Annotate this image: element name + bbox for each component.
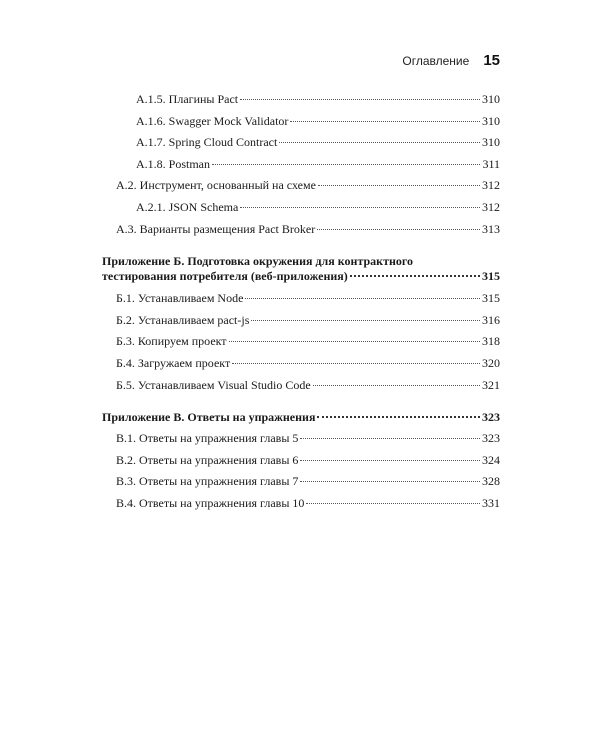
toc-entry-a-1-7[interactable] — [102, 135, 500, 149]
toc-entry-page: 318 — [482, 334, 500, 349]
dot-leader — [350, 275, 480, 277]
toc-entry-page: 323 — [482, 431, 500, 446]
dot-leader — [317, 416, 480, 418]
toc-entry-v-2[interactable] — [102, 453, 500, 467]
dot-leader — [245, 298, 480, 299]
running-head-section: Оглавление — [402, 54, 470, 68]
page-number: 15 — [483, 52, 500, 69]
dot-leader — [232, 363, 480, 364]
toc-entry-title: В.4. Ответы на упражнения главы 10 — [116, 495, 305, 510]
dot-leader — [290, 121, 480, 122]
toc-entry-title: Б.2. Устанавливаем pact-js — [116, 312, 250, 327]
toc-entry-a-2-1[interactable] — [102, 200, 500, 214]
toc-entry-page: 331 — [482, 495, 500, 510]
toc-appendix-b-title-line2: тестирования потребителя (веб-приложения) — [102, 268, 348, 283]
dot-leader — [240, 99, 480, 100]
toc-entry-v-4[interactable] — [102, 496, 500, 510]
dot-leader — [300, 438, 480, 439]
table-of-contents — [102, 92, 500, 518]
toc-entry-page: 321 — [482, 377, 500, 392]
dot-leader — [318, 185, 480, 186]
running-head — [402, 52, 500, 69]
dot-leader — [300, 481, 480, 482]
toc-entry-title: А.3. Варианты размещения Pact Broker — [116, 221, 316, 236]
toc-entry-v-3[interactable] — [102, 474, 500, 488]
dot-leader — [229, 341, 480, 342]
toc-entry-page: 310 — [482, 113, 500, 128]
toc-entry-title: А.1.6. Swagger Mock Validator — [136, 113, 289, 128]
toc-entry-b-4[interactable] — [102, 356, 500, 370]
toc-entry-title: А.1.5. Плагины Pact — [136, 92, 239, 106]
dot-leader — [251, 320, 480, 321]
toc-entry-page: 312 — [482, 199, 500, 214]
toc-entry-title: В.2. Ответы на упражнения главы 6 — [116, 452, 299, 467]
toc-entry-title: Б.4. Загружаем проект — [116, 355, 231, 370]
toc-entry-title: В.1. Ответы на упражнения главы 5 — [116, 431, 299, 446]
toc-entry-page: 320 — [482, 355, 500, 370]
toc-entry-a-1-5[interactable] — [102, 92, 500, 106]
toc-entry-title: А.1.7. Spring Cloud Contract — [136, 135, 278, 150]
toc-entry-page: 310 — [482, 92, 500, 106]
toc-entry-page: 313 — [482, 221, 500, 236]
dot-leader — [212, 164, 480, 165]
toc-appendix-b[interactable] — [102, 254, 500, 284]
toc-entry-page: 315 — [482, 291, 500, 306]
toc-entry-a-1-8[interactable] — [102, 157, 500, 171]
toc-entry-page: 312 — [482, 178, 500, 193]
dot-leader — [306, 503, 480, 504]
toc-entry-b-3[interactable] — [102, 334, 500, 348]
dot-leader — [279, 142, 480, 143]
toc-entry-title: А.2.1. JSON Schema — [136, 199, 239, 214]
dot-leader — [313, 385, 480, 386]
toc-entry-a-1-6[interactable] — [102, 114, 500, 128]
toc-entry-page: 311 — [482, 156, 500, 171]
dot-leader — [300, 460, 480, 461]
toc-entry-title: В.3. Ответы на упражнения главы 7 — [116, 474, 299, 489]
dot-leader — [240, 207, 480, 208]
toc-appendix-b-title-line1: Приложение Б. Подготовка окружения для контрактного — [102, 253, 414, 268]
toc-entry-a-3[interactable] — [102, 222, 500, 236]
toc-entry-page: 316 — [482, 312, 500, 327]
dot-leader — [317, 229, 480, 230]
toc-entry-v-1[interactable] — [102, 431, 500, 445]
toc-appendix-v-page: 323 — [482, 409, 500, 424]
toc-entry-title: Б.5. Устанавливаем Visual Studio Code — [116, 377, 311, 392]
toc-appendix-b-page: 315 — [482, 268, 500, 283]
toc-entry-b-5[interactable] — [102, 378, 500, 392]
toc-entry-b-1[interactable] — [102, 291, 500, 305]
toc-entry-page: 324 — [482, 452, 500, 467]
toc-entry-b-2[interactable] — [102, 313, 500, 327]
toc-entry-title: А.1.8. Postman — [136, 156, 211, 171]
toc-appendix-v-title: Приложение В. Ответы на упражнения — [102, 409, 316, 424]
toc-entry-a-2[interactable] — [102, 178, 500, 192]
toc-entry-title: Б.3. Копируем проект — [116, 334, 227, 349]
toc-appendix-v[interactable] — [102, 410, 500, 424]
toc-entry-page: 328 — [482, 474, 500, 489]
toc-entry-page: 310 — [482, 135, 500, 150]
toc-entry-title: Б.1. Устанавливаем Node — [116, 291, 244, 306]
toc-entry-title: А.2. Инструмент, основанный на схеме — [116, 178, 316, 193]
